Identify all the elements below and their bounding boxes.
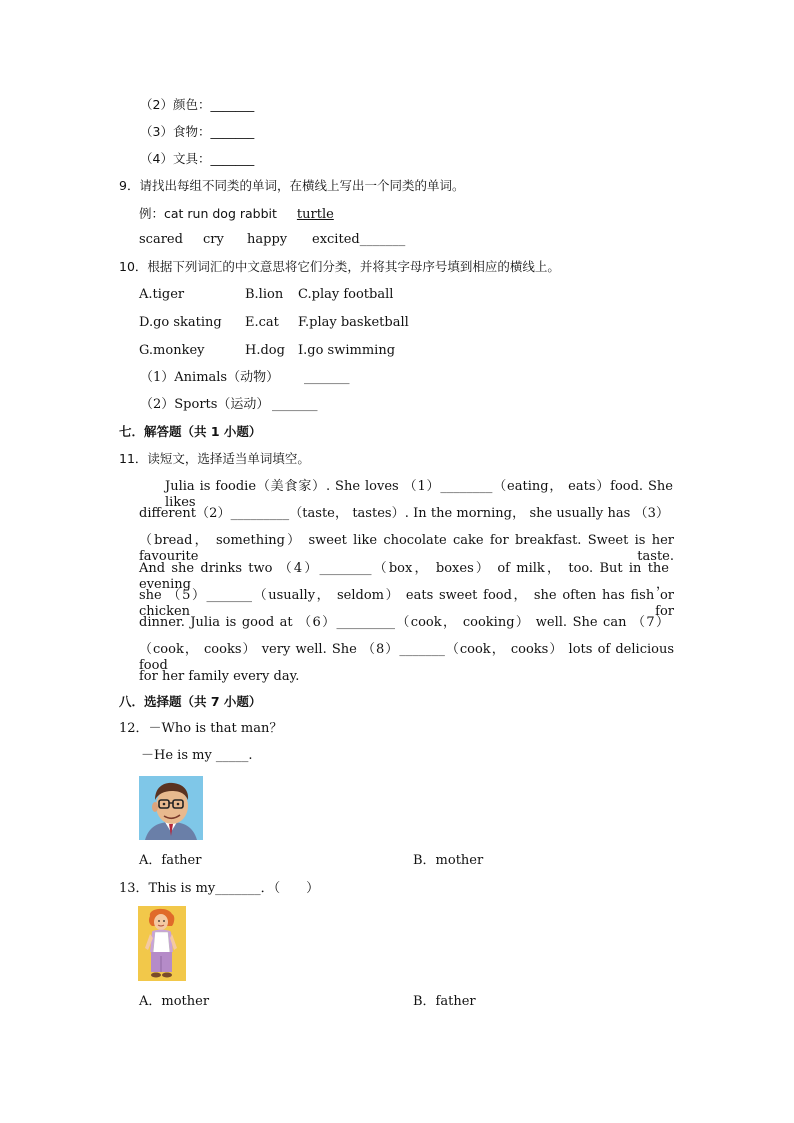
q11-passage-line-4: And she drinks two （4）________（box， boxes） of milk， too. But in the evening，: [139, 561, 669, 592]
q10-option: A.tiger: [139, 287, 185, 302]
man-with-glasses-image: [139, 776, 203, 840]
q12-answer-line: －He is my _____.: [141, 748, 253, 763]
q11-passage-line-7: （cook， cooks） very well. She （8）_______（cook， cooks） lots of delicious food: [139, 642, 674, 673]
q12-option-b[interactable]: B．mother: [413, 853, 484, 868]
q10-option: D.go skating: [139, 315, 222, 330]
q10-category-animals-blank: _______: [304, 370, 350, 385]
q9-word-2: cry: [203, 232, 224, 247]
q8-item-3: （3）食物：_______: [140, 124, 255, 139]
q9-word-4: excited_______: [312, 232, 406, 247]
q10-option: C.play football: [298, 287, 394, 302]
q13-option-b[interactable]: B．father: [413, 994, 476, 1009]
q9-word-3: happy: [247, 232, 288, 247]
q8-item-2: （2）颜色：_______: [140, 97, 255, 112]
q8-item-4: （4）文具：_______: [140, 151, 255, 166]
q10-category-animals: （1）Animals（动物）: [140, 370, 280, 385]
q10-option: E.cat: [245, 315, 279, 330]
q11-passage-line-3: （bread， something） sweet like chocolate cake for breakfast. Sweet is her favourite taste.: [139, 533, 674, 564]
q9-example-text: 例：cat run dog rabbit: [139, 206, 277, 221]
q11-passage-line-5: she （5）_______（usually， seldom） eats sweet food， she often has fish or chicken for: [139, 588, 674, 619]
q10-option: G.monkey: [139, 343, 205, 358]
section8-heading: 八．选择题（共 7 小题）: [119, 694, 262, 709]
q9-stem: 9．请找出每组不同类的单词，在横线上写出一个同类的单词。: [119, 178, 465, 193]
q9-example: [139, 206, 334, 223]
q11-passage-line-6: dinner. Julia is good at （6）_________（cook， cooking） well. She can （7）: [139, 615, 669, 630]
q9-word-1: scared: [139, 232, 183, 247]
q10-category-sports: （2）Sports（运动）: [140, 397, 270, 412]
q11-passage-line-1: Julia is foodie（美食家）. She loves （1）________（eating， eats）food. She likes: [165, 479, 673, 510]
q10-option: F.play basketball: [298, 315, 409, 330]
q10-option: B.lion: [245, 287, 284, 302]
q10-option: H.dog: [245, 343, 285, 358]
q9-example-answer: turtle: [296, 207, 334, 222]
q10-category-sports-blank: _______: [272, 397, 318, 412]
q13-option-a[interactable]: A．mother: [139, 994, 210, 1009]
q11-stem: 11．读短文，选择适当单词填空。: [119, 451, 310, 466]
q10-option: I.go swimming: [298, 343, 396, 358]
q11-passage-line-2: different（2）_________（taste， tastes）. In the morning， she usually has （3）: [139, 506, 669, 521]
q10-stem: 10．根据下列词汇的中文意思将它们分类，并将其字母序号填到相应的横线上。: [119, 259, 560, 274]
q11-passage-line-8: for her family every day.: [139, 669, 300, 684]
section7-heading: 七．解答题（共 1 小题）: [119, 424, 262, 439]
q12-option-a[interactable]: A．father: [139, 853, 202, 868]
q13-question: 13．This is my_______．（ ）: [119, 881, 320, 896]
woman-in-apron-image: [138, 906, 186, 981]
q12-question: 12．－Who is that man？: [119, 721, 283, 736]
